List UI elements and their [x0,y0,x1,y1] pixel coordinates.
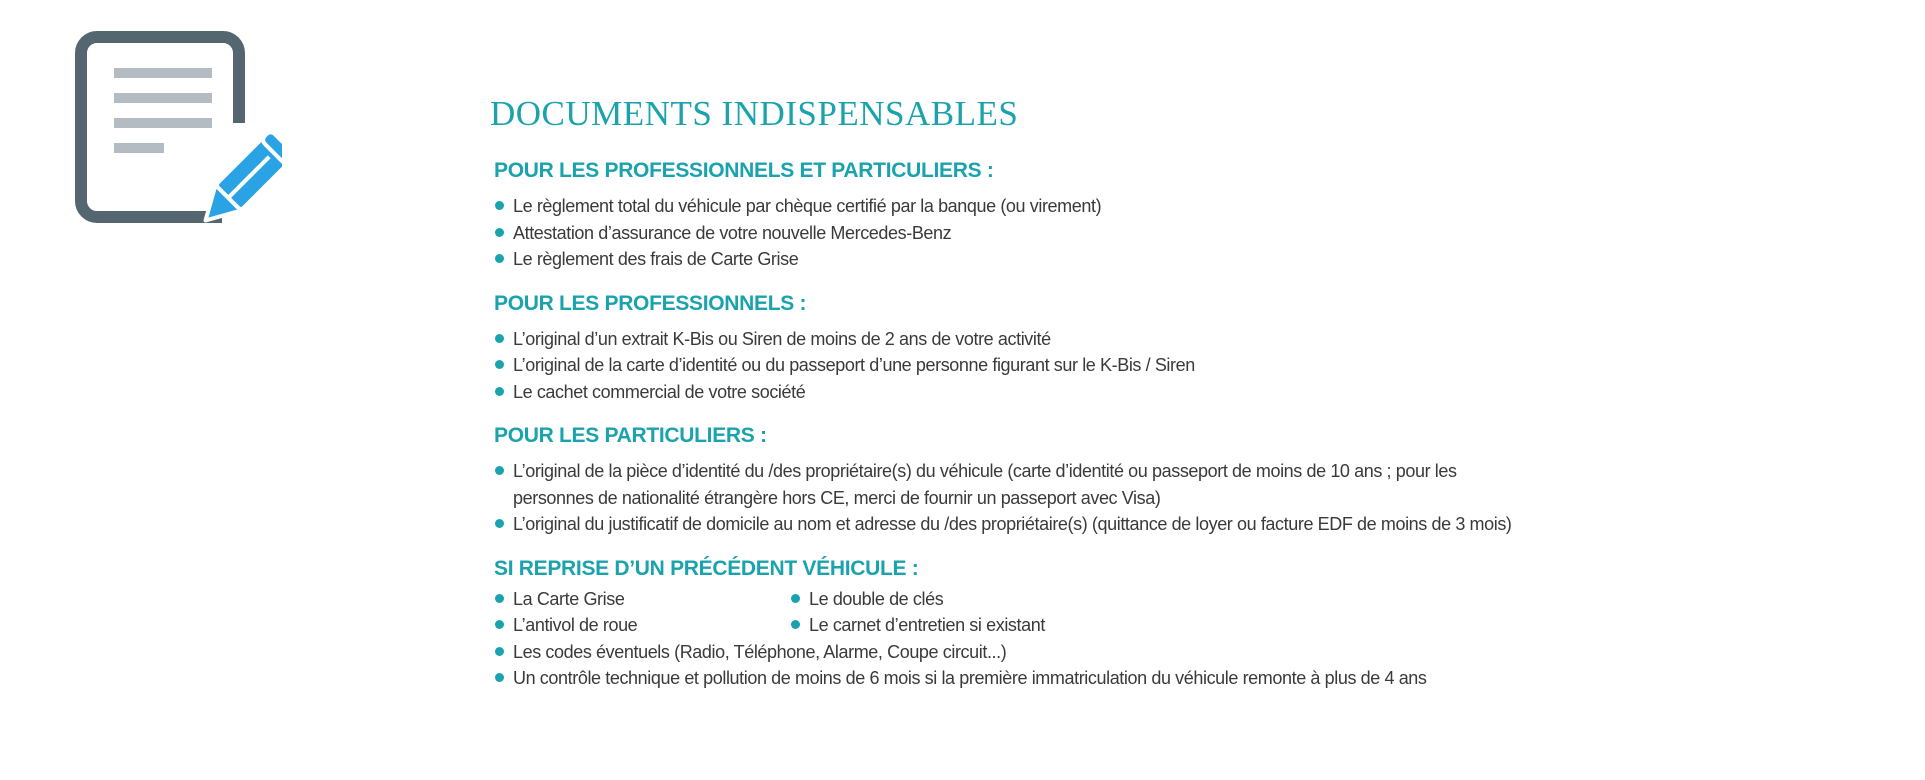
list-item: Un contrôle technique et pollution de moins de 6 mois si la première immatriculation du véhicule remonte à plus de 4 ans [494,665,1530,692]
list-item: La Carte Grise [494,586,790,613]
list-item: Le carnet d’entretien si existant [790,612,1086,639]
item-list [494,326,1530,406]
documents-content [490,92,1530,692]
list-item: Attestation d’assurance de votre nouvelle Mercedes-Benz [494,220,1530,247]
document-edit-icon [72,28,282,233]
page-title: DOCUMENTS INDISPENSABLES [490,94,1019,133]
section-professionals [494,291,1530,406]
item-list [494,639,1530,692]
section-pros-and-individuals [494,158,1530,273]
list-item: Le double de clés [790,586,1086,613]
list-item: L’original d’un extrait K-Bis ou Siren de moins de 2 ans de votre activité [494,326,1530,353]
list-item: Les codes éventuels (Radio, Téléphone, Alarme, Coupe circuit...) [494,639,1530,666]
list-item: Le règlement total du véhicule par chèque certifié par la banque (ou virement) [494,193,1530,220]
section-title: SI REPRISE D’UN PRÉCÉDENT VÉHICULE : [494,556,919,580]
section-individuals [494,423,1530,538]
section-trade-in [494,556,1530,692]
section-title: POUR LES PARTICULIERS : [494,424,767,447]
item-list-left [494,586,790,639]
list-item: L’original du justificatif de domicile au nom et adresse du /des propriétaire(s) (quittance de loyer ou facture EDF de moins de 3 mois) [494,511,1530,538]
section-title: POUR LES PROFESSIONNELS ET PARTICULIERS : [494,159,994,182]
list-item: Le règlement des frais de Carte Grise [494,246,1530,273]
two-column-list [494,586,1530,639]
item-list [494,193,1530,273]
list-item: Le cachet commercial de votre société [494,379,1530,406]
section-title: POUR LES PROFESSIONNELS : [494,291,807,315]
list-item: L’original de la pièce d’identité du /des propriétaire(s) du véhicule (carte d’identité ou passeport de moins de 10 ans ; pour les personnes de nationalité étrangère hors CE, merci de fournir un passeport avec Visa) [494,458,1530,511]
list-item: L’antivol de roue [494,612,790,639]
item-list [494,458,1530,538]
list-item: L’original de la carte d’identité ou du passeport d’une personne figurant sur le K-Bis / Siren [494,352,1530,379]
item-list-right [790,586,1086,639]
